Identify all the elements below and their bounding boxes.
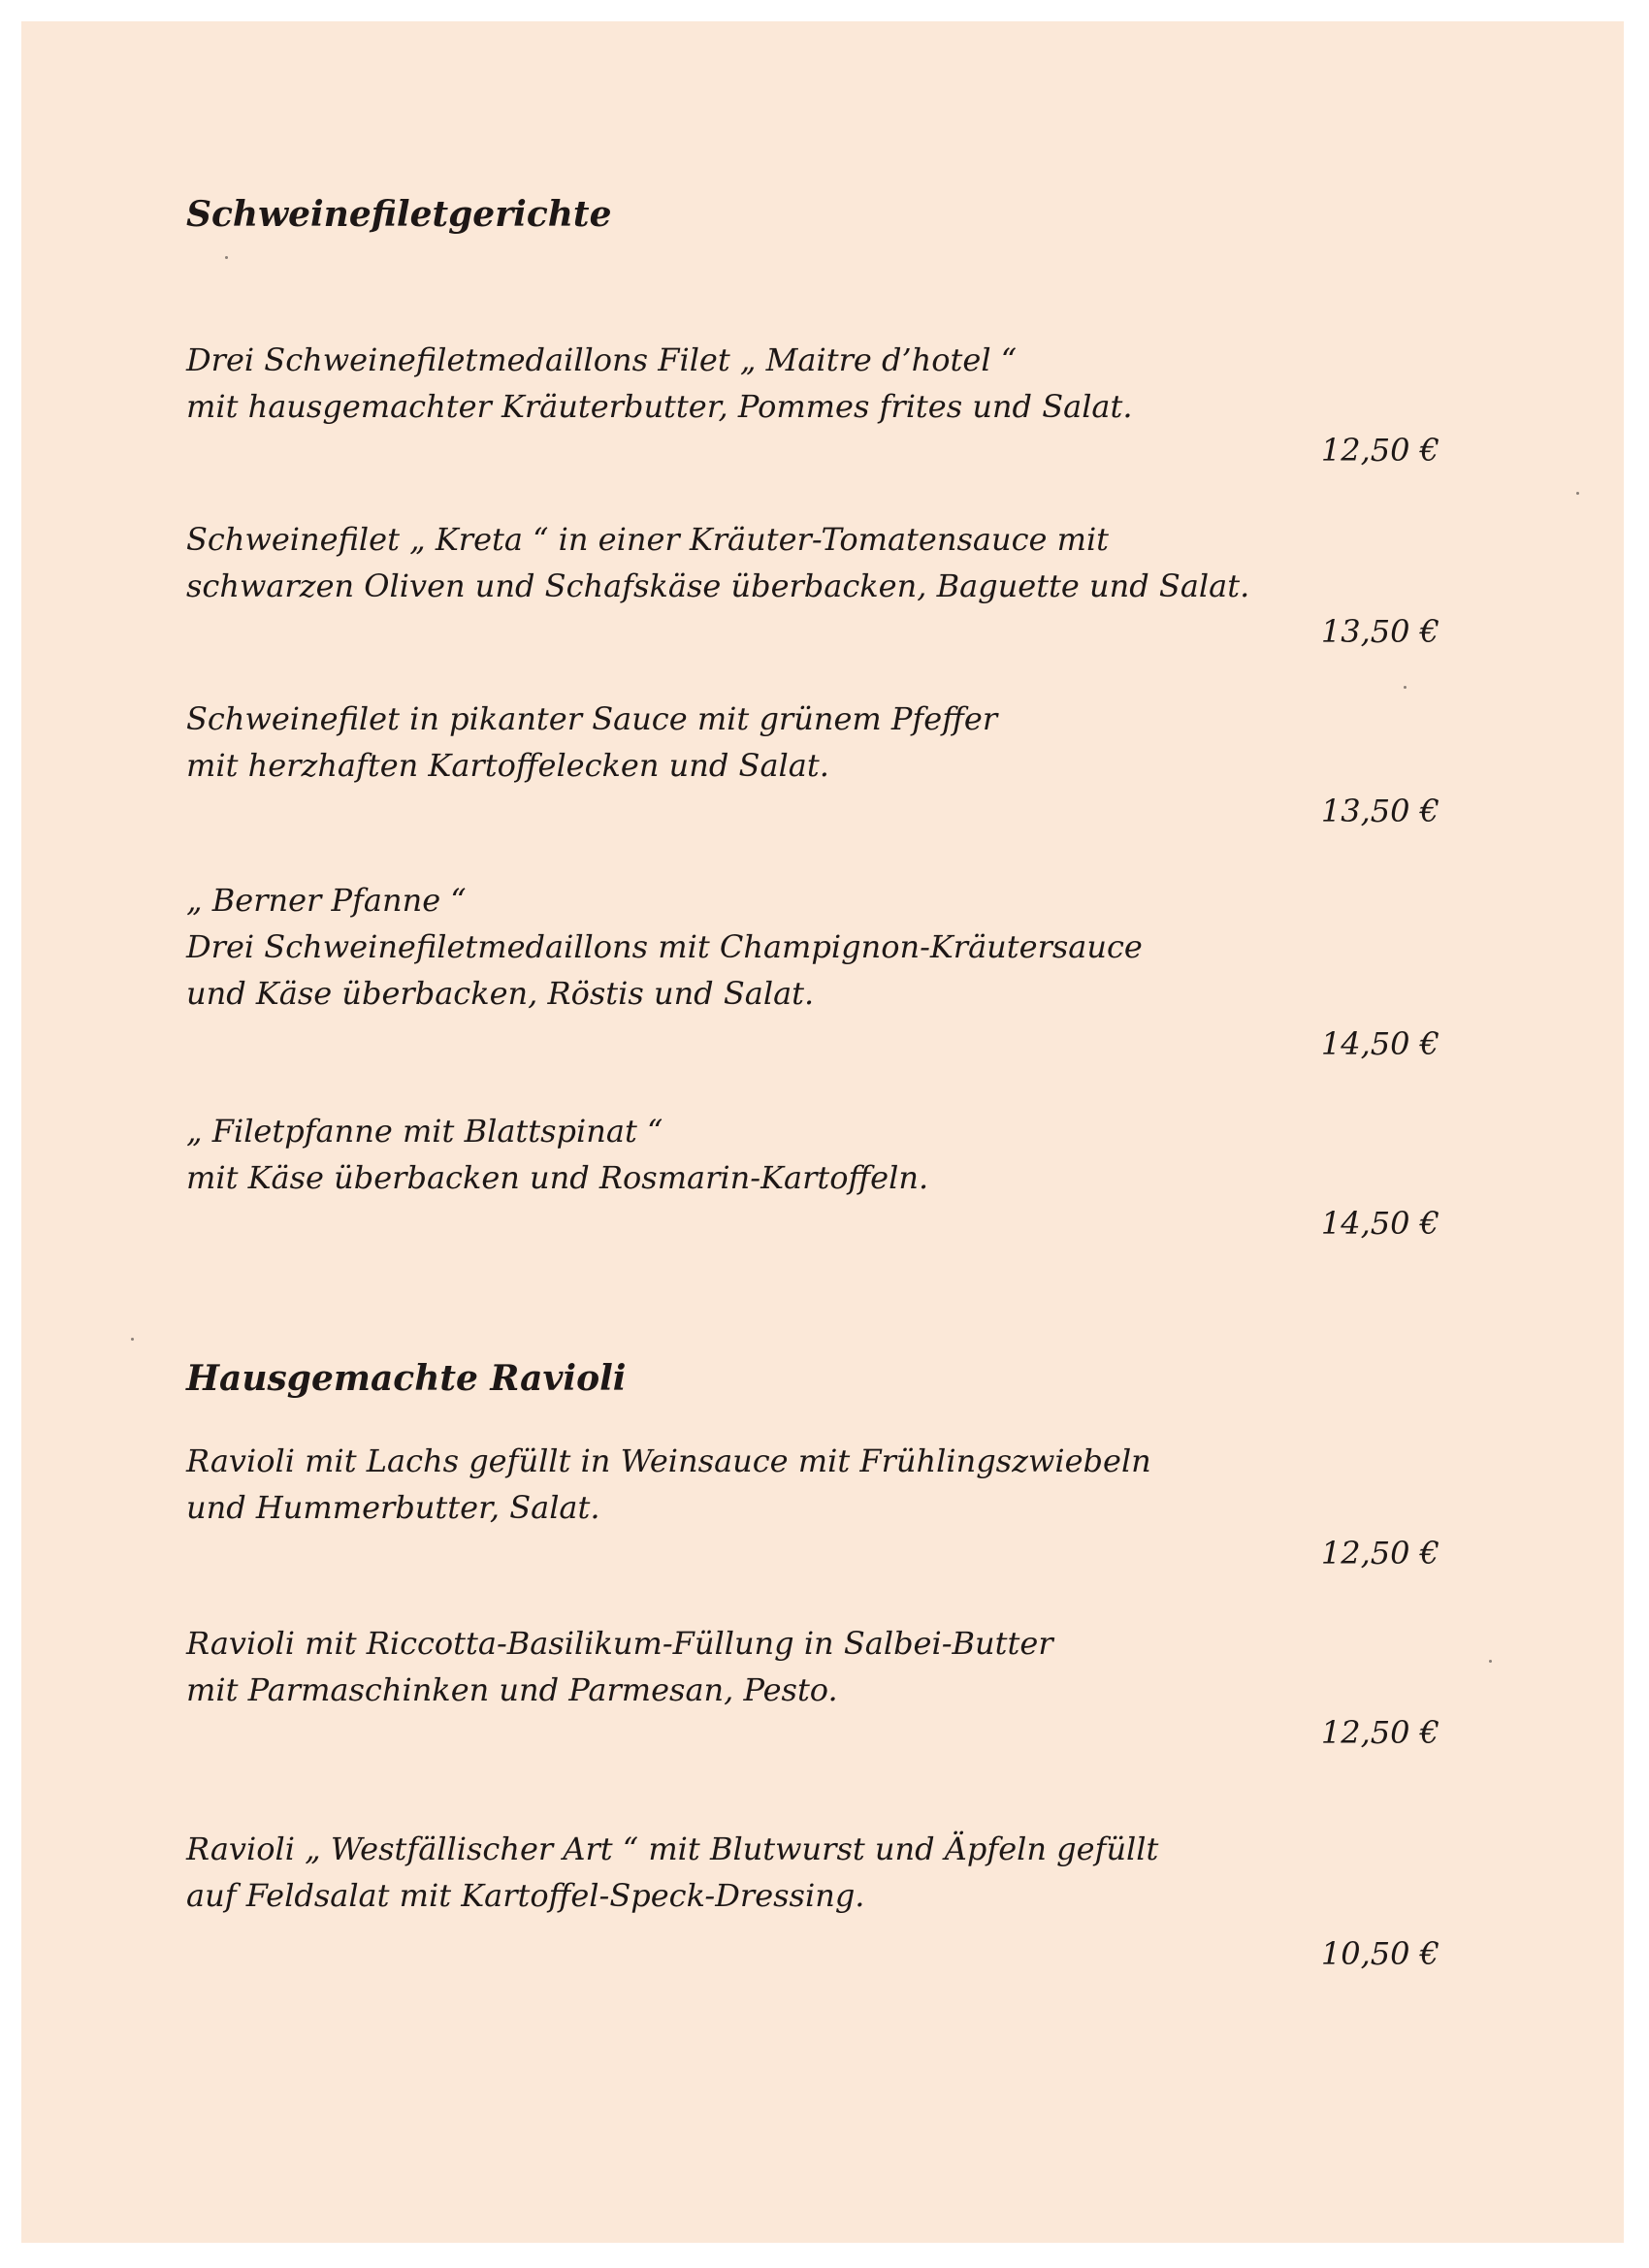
item-line: Drei Schweinefiletmedaillons mit Champignon-Kräutersauce [186, 928, 1143, 965]
item-price: 13,50 € [1320, 793, 1439, 829]
menu-item [186, 1108, 1447, 1201]
menu-item [186, 877, 1447, 1017]
item-price: 12,50 € [1320, 432, 1439, 469]
item-line: „ Berner Pfanne “ [186, 882, 467, 919]
item-price: 13,50 € [1320, 613, 1439, 650]
item-description [186, 877, 1447, 1017]
item-description [186, 1620, 1447, 1713]
item-line: und Käse überbacken, Röstis und Salat. [186, 975, 815, 1012]
item-description [186, 1438, 1447, 1531]
item-line: Drei Schweinefiletmedaillons Filet „ Maitre d’hotel “ [186, 341, 1018, 378]
item-price: 14,50 € [1320, 1205, 1439, 1242]
item-line: schwarzen Oliven und Schafskäse überbacken, Baguette und Salat. [186, 567, 1250, 604]
paper-speck [1576, 492, 1579, 495]
paper-speck [1489, 1660, 1492, 1663]
item-line: Ravioli „ Westfällischer Art “ mit Blutwurst und Äpfeln gefüllt [186, 1831, 1159, 1867]
item-description [186, 337, 1447, 430]
menu-item [186, 516, 1447, 609]
section-title-hausgemachte-ravioli: Hausgemachte Ravioli [186, 1358, 627, 1399]
menu-page [21, 21, 1624, 2243]
paper-speck [225, 256, 228, 259]
item-price: 10,50 € [1320, 1935, 1439, 1972]
section-title-schweinefiletgerichte: Schweinefiletgerichte [186, 194, 612, 235]
menu-item [186, 1826, 1447, 1919]
item-description [186, 1826, 1447, 1919]
item-description [186, 516, 1447, 609]
item-price: 12,50 € [1320, 1535, 1439, 1571]
item-price: 14,50 € [1320, 1025, 1439, 1062]
item-line: mit Parmaschinken und Parmesan, Pesto. [186, 1671, 838, 1708]
item-line: mit hausgemachter Kräuterbutter, Pommes frites und Salat. [186, 388, 1133, 425]
menu-item [186, 337, 1447, 430]
item-line: „ Filetpfanne mit Blattspinat “ [186, 1113, 663, 1150]
item-line: auf Feldsalat mit Kartoffel-Speck-Dressing. [186, 1877, 865, 1914]
menu-item [186, 696, 1447, 789]
item-price: 12,50 € [1320, 1714, 1439, 1751]
paper-speck [131, 1338, 134, 1341]
item-line: Schweinefilet „ Kreta “ in einer Kräuter-Tomatensauce mit [186, 521, 1110, 558]
item-line: mit Käse überbacken und Rosmarin-Kartoffeln. [186, 1159, 929, 1196]
paper-speck [1404, 686, 1406, 689]
item-line: Ravioli mit Lachs gefüllt in Weinsauce mit Frühlingszwiebeln [186, 1442, 1151, 1479]
item-description [186, 1108, 1447, 1201]
item-line: und Hummerbutter, Salat. [186, 1489, 600, 1526]
item-line: mit herzhaften Kartoffelecken und Salat. [186, 747, 829, 784]
item-description [186, 696, 1447, 789]
item-line: Schweinefilet in pikanter Sauce mit grünem Pfeffer [186, 700, 998, 737]
item-line: Ravioli mit Riccotta-Basilikum-Füllung in Salbei-Butter [186, 1625, 1053, 1662]
menu-item [186, 1438, 1447, 1531]
menu-item [186, 1620, 1447, 1713]
